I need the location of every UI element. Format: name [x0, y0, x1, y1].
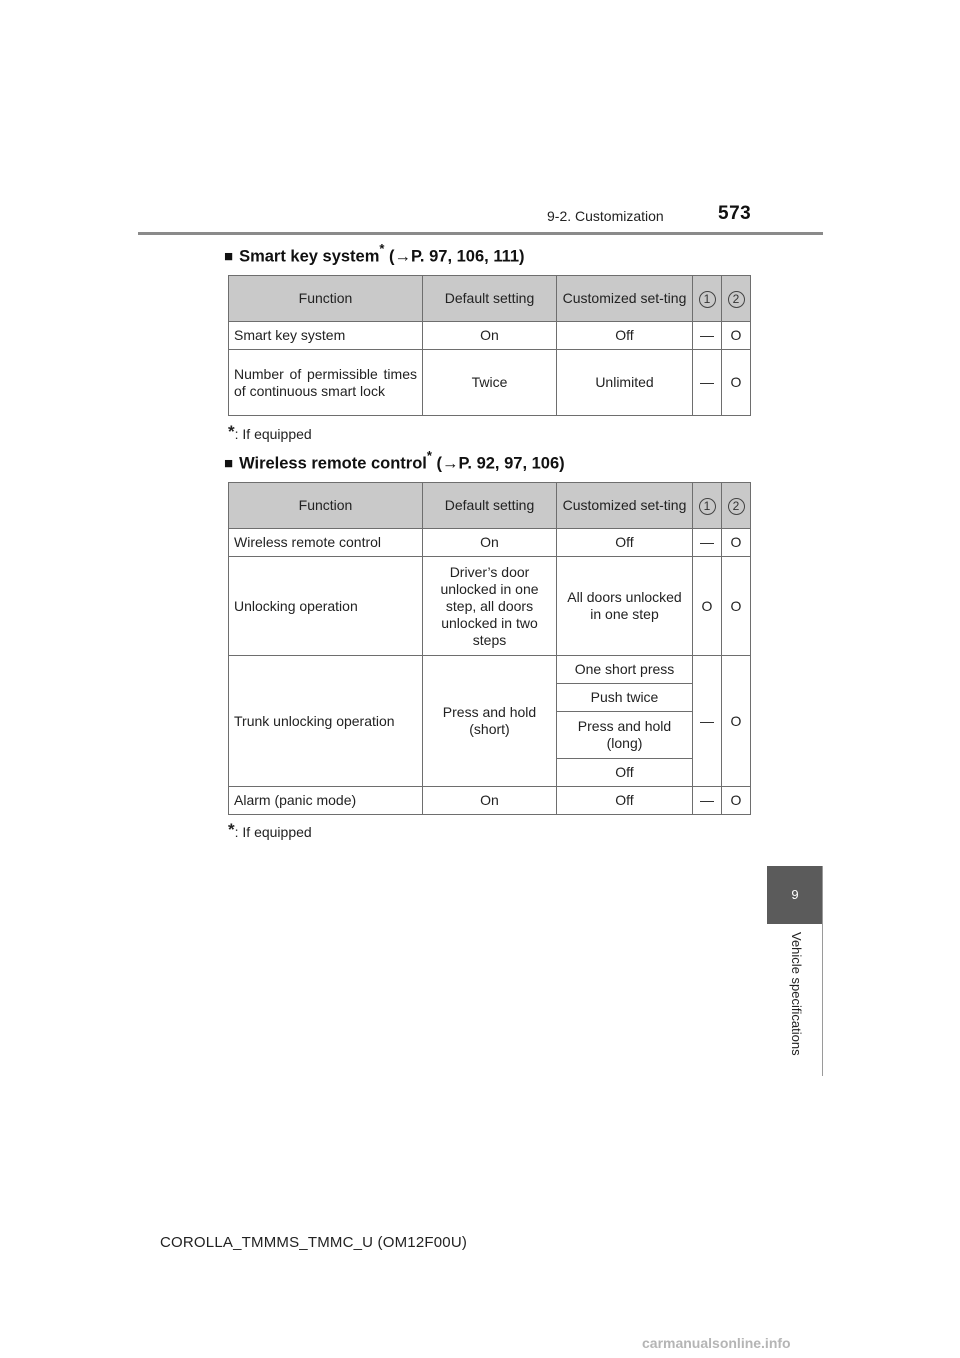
table-row — [229, 557, 751, 656]
header-default-setting: Default setting — [423, 276, 557, 322]
cell-option: One short press — [557, 656, 693, 684]
wireless-remote-table — [228, 482, 751, 815]
header-function: Function — [229, 483, 423, 529]
cell-function: Alarm (panic mode) — [229, 787, 423, 815]
cell-col-1: — — [693, 322, 722, 350]
smart-key-table — [228, 275, 751, 416]
table-header-row — [229, 483, 751, 529]
page-number: 573 — [718, 203, 752, 224]
cell-col-2: O — [722, 787, 751, 815]
table-row — [229, 350, 751, 416]
page-reference-link[interactable]: (→P. 92, 97, 106) — [431, 454, 565, 473]
running-header-section: 9-2. Customization — [547, 208, 664, 224]
section-title-wireless-remote — [224, 450, 565, 474]
cell-col-2: O — [722, 529, 751, 557]
footnote-asterisk: * — [228, 820, 235, 839]
cell-function: Number of permissible times of continuous smart lock — [229, 350, 423, 416]
cell-col-2: O — [722, 656, 751, 787]
cell-customized: All doors unlocked in one step — [557, 557, 693, 656]
circled-two-icon: 2 — [728, 291, 745, 308]
cell-option: Push twice — [557, 684, 693, 712]
cell-default: Twice — [423, 350, 557, 416]
cell-col-1: — — [693, 350, 722, 416]
header-col-1 — [693, 276, 722, 322]
section-bullet-icon: ■ — [224, 454, 234, 472]
cell-col-1: — — [693, 787, 722, 815]
cell-default: On — [423, 787, 557, 815]
cell-col-2: O — [722, 557, 751, 656]
cell-function: Wireless remote control — [229, 529, 423, 557]
table-header-row — [229, 276, 751, 322]
section-title-smart-key — [224, 243, 525, 267]
cell-option: Press and hold (long) — [557, 712, 693, 759]
table-row — [229, 787, 751, 815]
table-row — [229, 529, 751, 557]
cell-default: Driver’s door unlocked in one step, all doors unlocked in two steps — [423, 557, 557, 656]
cell-customized: Off — [557, 787, 693, 815]
chapter-tab[interactable]: 9 — [767, 866, 823, 924]
watermark: carmanualsonline.info — [642, 1335, 791, 1351]
section-bullet-icon: ■ — [224, 247, 234, 265]
footnote-smart-key — [228, 424, 312, 444]
cell-default: On — [423, 529, 557, 557]
header-default-setting: Default setting — [423, 483, 557, 529]
cell-col-1: — — [693, 529, 722, 557]
cell-customized: Off — [557, 529, 693, 557]
page-reference-link[interactable]: (→P. 97, 106, 111) — [384, 247, 525, 266]
cell-col-2: O — [722, 350, 751, 416]
cell-col-1: — — [693, 656, 722, 787]
side-divider — [822, 866, 823, 1076]
circled-one-icon: 1 — [699, 498, 716, 515]
header-customized-setting: Customized set-ting — [557, 483, 693, 529]
footer-document-code: COROLLA_TMMMS_TMMC_U (OM12F00U) — [160, 1234, 468, 1251]
table-row — [229, 322, 751, 350]
cell-option: Off — [557, 759, 693, 787]
cell-customized: Off — [557, 322, 693, 350]
cell-default: On — [423, 322, 557, 350]
footnote-wireless-remote — [228, 822, 312, 842]
table-row — [229, 656, 751, 684]
footnote-asterisk: * — [228, 422, 235, 441]
cell-function: Smart key system — [229, 322, 423, 350]
cell-function: Trunk unlocking operation — [229, 656, 423, 787]
footnote-text: : If equipped — [234, 426, 312, 442]
chapter-label: Vehicle specifications — [789, 932, 804, 1056]
header-col-2 — [722, 276, 751, 322]
asterisk-mark: * — [379, 241, 385, 256]
header-col-1 — [693, 483, 722, 529]
circled-one-icon: 1 — [699, 291, 716, 308]
section-title-text: Smart key system — [239, 247, 380, 266]
cell-function: Unlocking operation — [229, 557, 423, 656]
footnote-text: : If equipped — [234, 824, 312, 840]
circled-two-icon: 2 — [728, 498, 745, 515]
asterisk-mark: * — [426, 448, 432, 463]
header-rule — [138, 232, 823, 235]
cell-customized: Unlimited — [557, 350, 693, 416]
header-col-2 — [722, 483, 751, 529]
header-customized-setting: Customized set-ting — [557, 276, 693, 322]
section-title-text: Wireless remote control — [239, 454, 427, 473]
cell-col-1: O — [693, 557, 722, 656]
cell-col-2: O — [722, 322, 751, 350]
cell-default: Press and hold (short) — [423, 656, 557, 787]
header-function: Function — [229, 276, 423, 322]
